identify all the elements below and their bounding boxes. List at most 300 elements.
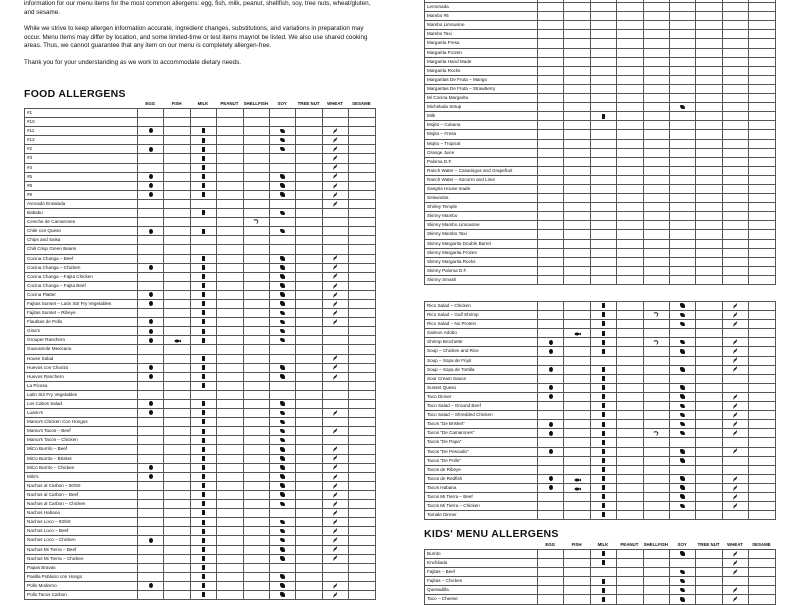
table-row (25, 390, 376, 399)
allergen-cell (138, 518, 164, 527)
allergen-cell (349, 127, 375, 136)
allergen-cell (722, 356, 748, 365)
allergen-cell (322, 536, 348, 545)
milk-icon (202, 474, 205, 479)
allergen-cell (349, 472, 375, 481)
allergen-cell (164, 463, 190, 472)
table-row (425, 130, 776, 139)
allergen-cell (617, 365, 643, 374)
wheat-icon (332, 546, 338, 552)
allergen-cell (643, 483, 669, 492)
egg-icon (149, 265, 153, 270)
allergen-cell (296, 381, 322, 390)
allergen-cell (564, 438, 590, 447)
allergen-cell (696, 30, 722, 39)
allergen-cell (669, 320, 695, 329)
allergen-cell (564, 203, 590, 212)
allergen-cell (349, 536, 375, 545)
menu-item-name: #2 (25, 145, 138, 154)
allergen-cell (269, 590, 295, 599)
allergen-cell (190, 445, 216, 454)
allergen-cell (564, 577, 590, 586)
allergen-cell (564, 392, 590, 401)
allergen-cell (749, 184, 775, 193)
allergen-cell (269, 227, 295, 236)
allergen-cell (617, 586, 643, 595)
allergen-cell (643, 474, 669, 483)
entrees-allergen-table (424, 301, 776, 520)
allergen-cell (643, 568, 669, 577)
allergen-cell (269, 263, 295, 272)
menu-item-name: Rico Salad – No Protein (425, 320, 538, 329)
allergen-cell (617, 402, 643, 411)
allergen-cell (564, 21, 590, 30)
allergen-cell (696, 103, 722, 112)
allergen-cell (190, 481, 216, 490)
allergen-cell (190, 536, 216, 545)
allergen-cell (269, 409, 295, 418)
allergen-cell (243, 590, 269, 599)
menu-item-name: #8 (25, 181, 138, 190)
table-row (25, 127, 376, 136)
allergen-cell (643, 66, 669, 75)
allergen-cell (617, 184, 643, 193)
allergen-cell (269, 181, 295, 190)
menu-item-name: #1 (25, 109, 138, 118)
menu-item-name: Margaritas De Fruta – Strawberry (425, 84, 538, 93)
table-row (425, 194, 776, 203)
soy-icon (280, 211, 285, 216)
soy-icon (680, 413, 685, 418)
milk-icon (602, 303, 605, 308)
allergen-cell (190, 400, 216, 409)
milk-icon (602, 551, 605, 556)
allergen-cell (138, 527, 164, 536)
menu-item-name: Mama's Tacos – Beef (25, 427, 138, 436)
allergen-cell (722, 320, 748, 329)
table-row (425, 248, 776, 257)
allergen-cell (538, 257, 564, 266)
milk-icon (202, 401, 205, 406)
allergen-cell (138, 463, 164, 472)
allergen-cell (617, 212, 643, 221)
allergen-cell (164, 445, 190, 454)
allergen-cell (349, 354, 375, 363)
allergen-cell (617, 447, 643, 456)
allergen-cell (722, 139, 748, 148)
menu-item-name: Tacos "De Pescado" (425, 447, 538, 456)
allergen-cell (538, 402, 564, 411)
allergen-cell (722, 483, 748, 492)
allergen-cell (564, 483, 590, 492)
table-row (425, 48, 776, 57)
allergen-cell (322, 172, 348, 181)
allergen-cell (217, 263, 243, 272)
allergen-cell (722, 586, 748, 595)
allergen-cell (590, 550, 616, 559)
allergen-cell (349, 218, 375, 227)
allergen-cell (564, 411, 590, 420)
allergen-cell (669, 239, 695, 248)
allergen-cell (643, 84, 669, 93)
menu-item-name: Tacos Mi Tierra – Beef (425, 492, 538, 501)
milk-icon (202, 310, 205, 315)
menu-item-name: Milo's (25, 472, 138, 481)
allergen-cell (696, 329, 722, 338)
allergen-cell (564, 266, 590, 275)
allergen-cell (538, 48, 564, 57)
allergen-cell (564, 212, 590, 221)
table-row (425, 148, 776, 157)
allergen-cell (669, 257, 695, 266)
allergen-cell (243, 263, 269, 272)
allergen-cell (269, 518, 295, 527)
menu-item-name: Nachos Loco – 50/50 (25, 518, 138, 527)
menu-item-name: Bababu (25, 209, 138, 218)
allergen-cell (617, 329, 643, 338)
allergen-cell (564, 502, 590, 511)
menu-item-name: Tacos Habana (425, 483, 538, 492)
allergen-cell (190, 190, 216, 199)
allergen-cell (590, 438, 616, 447)
soy-icon (680, 394, 685, 399)
allergen-cell (696, 139, 722, 148)
egg-icon (149, 128, 153, 133)
allergen-cell (164, 163, 190, 172)
allergen-cell (564, 356, 590, 365)
allergen-cell (538, 577, 564, 586)
allergen-cell (617, 21, 643, 30)
allergen-cell (722, 411, 748, 420)
allergen-cell (590, 402, 616, 411)
allergen-cell (296, 154, 322, 163)
soy-icon (680, 422, 685, 427)
milk-icon (602, 476, 605, 481)
allergen-cell (349, 299, 375, 308)
allergen-cell (322, 481, 348, 490)
allergen-cell (669, 568, 695, 577)
allergen-cell (164, 581, 190, 590)
allergen-cell (643, 311, 669, 320)
allergen-cell (749, 438, 775, 447)
allergen-cell (564, 320, 590, 329)
allergen-cell (243, 563, 269, 572)
allergen-cell (243, 400, 269, 409)
allergen-cell (669, 157, 695, 166)
allergen-cell (243, 163, 269, 172)
allergen-cell (696, 483, 722, 492)
allergen-cell (217, 145, 243, 154)
allergen-cell (349, 145, 375, 154)
allergen-cell (296, 590, 322, 599)
allergen-cell (217, 109, 243, 118)
allergen-cell (617, 465, 643, 474)
allergen-cell (217, 218, 243, 227)
table-row (25, 309, 376, 318)
allergen-cell (749, 75, 775, 84)
allergen-cell (322, 590, 348, 599)
allergen-cell (322, 181, 348, 190)
allergen-cell (538, 329, 564, 338)
allergen-cell (617, 356, 643, 365)
allergen-cell (749, 511, 775, 520)
allergen-cell (538, 103, 564, 112)
allergen-cell (617, 148, 643, 157)
wheat-icon (732, 569, 738, 575)
fish-icon (174, 338, 181, 342)
allergen-cell (617, 483, 643, 492)
allergen-cell (538, 66, 564, 75)
soy-icon (280, 502, 285, 507)
wheat-icon (732, 312, 738, 318)
allergen-cell (296, 281, 322, 290)
allergen-cell (217, 163, 243, 172)
allergen-cell (617, 12, 643, 21)
allergen-cell (296, 490, 322, 499)
allergen-cell (190, 409, 216, 418)
wheat-icon (732, 503, 738, 509)
table-row (425, 121, 776, 130)
allergen-cell (590, 365, 616, 374)
allergen-cell (296, 309, 322, 318)
allergen-cell (590, 139, 616, 148)
allergen-cell (564, 39, 590, 48)
allergen-cell (643, 184, 669, 193)
allergen-cell (269, 536, 295, 545)
menu-item-name: Nachos al Carbon – Chicken (25, 500, 138, 509)
table-row (425, 12, 776, 21)
allergen-cell (138, 163, 164, 172)
soy-icon (680, 579, 685, 584)
allergen-cell (643, 148, 669, 157)
allergen-cell (669, 392, 695, 401)
wheat-icon (732, 494, 738, 500)
table-row (425, 266, 776, 275)
milk-icon (602, 467, 605, 472)
allergen-cell (296, 463, 322, 472)
table-row (425, 411, 776, 420)
allergen-cell (138, 127, 164, 136)
allergen-cell (722, 148, 748, 157)
table-row (25, 563, 376, 572)
allergen-cell (138, 218, 164, 227)
allergen-cell (217, 181, 243, 190)
allergen-cell (564, 338, 590, 347)
allergen-cell (590, 3, 616, 12)
table-row (25, 454, 376, 463)
table-row (25, 263, 376, 272)
egg-icon (549, 367, 553, 372)
allergen-cell (164, 190, 190, 199)
food-allergen-table (24, 108, 376, 600)
allergen-cell (617, 550, 643, 559)
allergen-cell (669, 302, 695, 311)
allergen-cell (749, 465, 775, 474)
milk-icon (202, 574, 205, 579)
menu-item-name: Huevos con Chorizo (25, 363, 138, 372)
allergen-cell (590, 411, 616, 420)
allergen-cell (643, 347, 669, 356)
allergen-cell (322, 281, 348, 290)
allergen-cell (349, 590, 375, 599)
allergen-cell (643, 203, 669, 212)
allergen-cell (643, 21, 669, 30)
allergen-cell (138, 418, 164, 427)
allergen-cell (190, 254, 216, 263)
menu-item-name: Mambo Limousine (425, 21, 538, 30)
allergen-cell (696, 221, 722, 230)
allergen-cell (722, 374, 748, 383)
allergen-cell (669, 230, 695, 239)
allergen-cell (138, 354, 164, 363)
allergen-cell (669, 474, 695, 483)
table-row (25, 472, 376, 481)
allergen-cell (643, 392, 669, 401)
wheat-icon (732, 412, 738, 418)
allergen-cell (643, 465, 669, 474)
soy-icon (280, 583, 285, 588)
allergen-cell (217, 254, 243, 263)
allergen-cell (349, 581, 375, 590)
soy-icon (280, 474, 285, 479)
allergen-cell (696, 550, 722, 559)
allergen-cell (564, 184, 590, 193)
allergen-cell (749, 502, 775, 511)
menu-item-name: Nachos Mi Tierra – Chicken (25, 554, 138, 563)
allergen-cell (190, 245, 216, 254)
wheat-icon (332, 255, 338, 261)
allergen-cell (349, 263, 375, 272)
allergen-cell (590, 166, 616, 175)
allergen-cell (190, 572, 216, 581)
table-row (425, 94, 776, 103)
table-row (425, 230, 776, 239)
allergen-cell (164, 518, 190, 527)
table-row (25, 254, 376, 263)
allergen-cell (669, 456, 695, 465)
allergen-cell (138, 381, 164, 390)
allergen-cell (617, 94, 643, 103)
egg-icon (149, 229, 153, 234)
allergen-cell (696, 39, 722, 48)
allergen-cell (349, 481, 375, 490)
table-row (25, 163, 376, 172)
allergen-cell (269, 127, 295, 136)
milk-icon (602, 340, 605, 345)
allergen-cell (538, 157, 564, 166)
allergen-cell (217, 227, 243, 236)
allergen-cell (722, 239, 748, 248)
allergen-cell (190, 281, 216, 290)
allergen-cell (269, 472, 295, 481)
allergen-cell (617, 456, 643, 465)
milk-icon (202, 456, 205, 461)
table-row (25, 372, 376, 381)
menu-item-name: Mojito – Tropical (425, 139, 538, 148)
allergen-cell (190, 436, 216, 445)
allergen-cell (243, 290, 269, 299)
table-row (25, 290, 376, 299)
table-row (425, 139, 776, 148)
menu-item-name: MiCo Burrito – Beef (25, 445, 138, 454)
allergen-cell (617, 347, 643, 356)
allergen-cell (643, 30, 669, 39)
allergen-cell (322, 236, 348, 245)
wheat-icon (332, 446, 338, 452)
allergen-cell (138, 509, 164, 518)
milk-icon (202, 183, 205, 188)
milk-icon (202, 147, 205, 152)
allergen-cell (590, 383, 616, 392)
allergen-cell (243, 154, 269, 163)
milk-icon (202, 192, 205, 197)
allergen-cell (190, 554, 216, 563)
allergen-cell (296, 536, 322, 545)
milk-icon (602, 512, 605, 517)
allergen-cell (564, 383, 590, 392)
allergen-cell (190, 472, 216, 481)
allergen-cell (296, 327, 322, 336)
allergen-cell (617, 75, 643, 84)
allergen-cell (669, 166, 695, 175)
allergen-cell (722, 456, 748, 465)
soy-icon (680, 431, 685, 436)
allergen-cell (643, 320, 669, 329)
allergen-cell (138, 490, 164, 499)
allergen-cell (322, 463, 348, 472)
allergen-cell (138, 554, 164, 563)
allergen-cell (564, 402, 590, 411)
allergen-cell (164, 527, 190, 536)
allergen-cell (296, 245, 322, 254)
wheat-icon (332, 464, 338, 470)
allergen-cell (564, 166, 590, 175)
allergen-cell (617, 48, 643, 57)
allergen-cell (722, 492, 748, 501)
menu-item-name: Taco Salad – Shredded Chicken (425, 411, 538, 420)
allergen-cell (349, 518, 375, 527)
wheat-icon (332, 264, 338, 270)
allergen-cell (538, 447, 564, 456)
table-row (25, 245, 376, 254)
menu-item-name: Chili Crisp Green Beans (25, 245, 138, 254)
allergen-cell (617, 320, 643, 329)
allergen-cell (296, 172, 322, 181)
soy-icon (680, 504, 685, 509)
allergen-cell (722, 447, 748, 456)
soy-icon (680, 340, 685, 345)
allergen-cell (590, 230, 616, 239)
milk-icon (202, 529, 205, 534)
menu-item-name: #11 (25, 127, 138, 136)
allergen-cell (269, 581, 295, 590)
allergen-cell (722, 338, 748, 347)
menu-item-name: Los Cabos Salad (25, 400, 138, 409)
column-header-soy: SOY (277, 101, 287, 106)
allergen-cell (722, 568, 748, 577)
allergen-cell (696, 148, 722, 157)
allergen-cell (243, 472, 269, 481)
allergen-cell (349, 336, 375, 345)
allergen-cell (617, 302, 643, 311)
allergen-cell (322, 527, 348, 536)
allergen-cell (564, 103, 590, 112)
allergen-cell (669, 184, 695, 193)
allergen-cell (590, 447, 616, 456)
allergen-cell (722, 402, 748, 411)
wheat-icon (332, 273, 338, 279)
allergen-cell (190, 318, 216, 327)
